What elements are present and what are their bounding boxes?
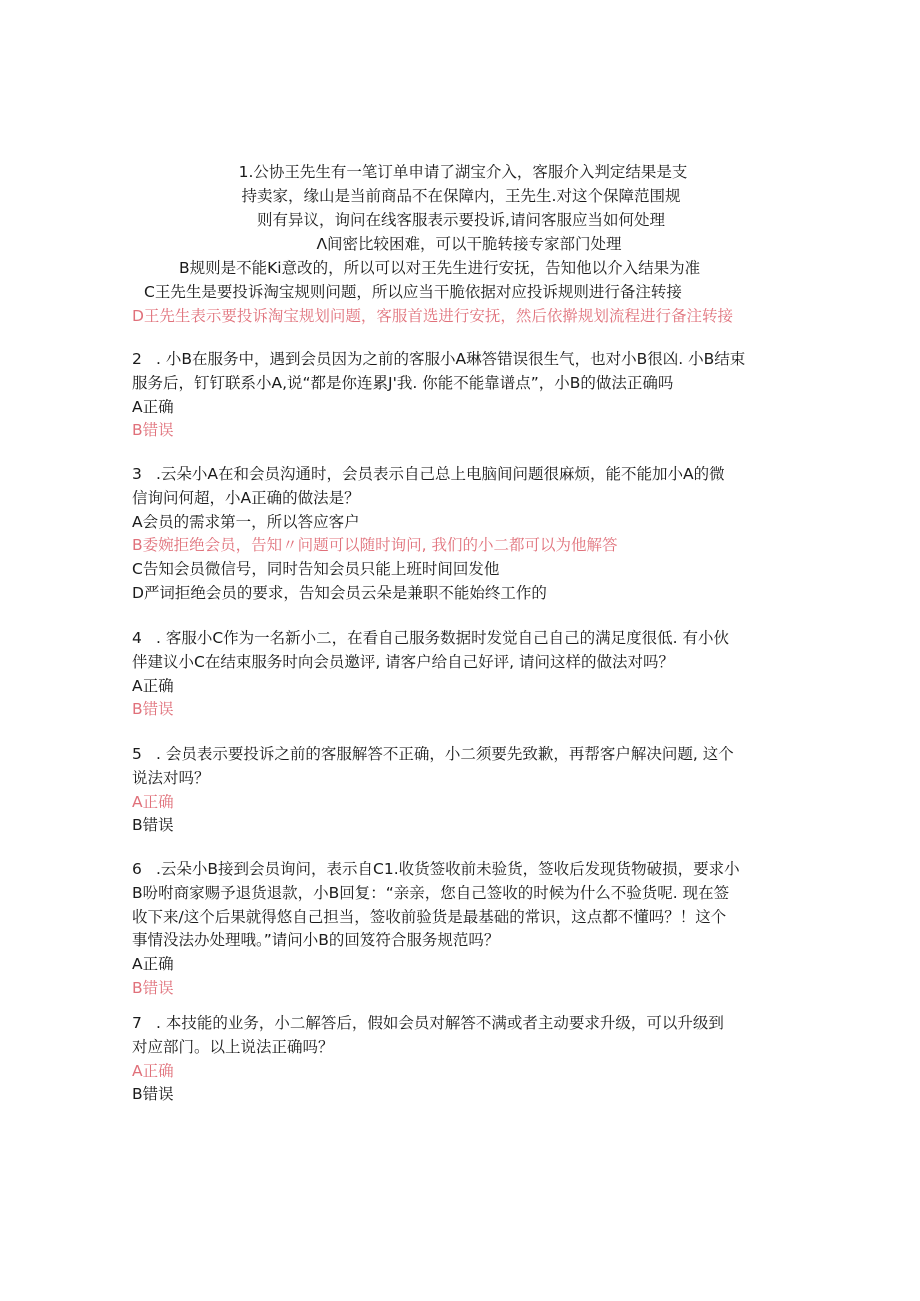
question-4-option-a: A正确 [132,676,174,695]
question-2-line-1 [132,348,812,372]
question-4 [132,627,812,722]
question-2-number: 2 [132,350,142,368]
question-6-text-1: .云朵小B接到会员询问，表示自C1.收货签收前未验货，签收后发现货物破损，要求小 [156,860,740,878]
question-5-number: 5 [132,745,142,763]
question-5-text-1: . 会员表示要投诉之前的客服解答不正确，小二须要先致歉，再帮客户解决问题, 这个 [156,745,734,763]
question-7-line-2: 对应部门。以上说法正确吗？ [132,1037,334,1056]
question-2 [132,348,812,443]
question-7-text-1: . 本技能的业务，小二解答后，假如会员对解答不满或者主动要求升级，可以升级到 [156,1014,724,1032]
question-3-option-d: D严词拒绝会员的要求，告知会员云朵是兼职不能始终工作的 [132,583,547,602]
question-4-text-1: . 客服小C作为一名新小二，在看自己服务数据时发觉自己自己的满足度很低. 有小伙 [156,629,730,647]
question-2-option-b: B错误 [132,421,174,440]
question-2-text-1: . 小B在服务中，遇到会员因为之前的客服小A琳答错误很生气，也对小B很凶. 小B结束 [156,350,746,368]
question-3-option-a: A会员的需求第一，所以答应客户 [132,512,360,531]
question-1-option-d: D王先生表示要投诉淘宝规划问题，客服首选进行安抚，然后依擀规划流程进行备注转接 [132,307,733,325]
question-4-option-b: B错误 [132,700,174,719]
question-6-line-1 [132,858,812,882]
question-3-number: 3 [132,465,142,483]
question-3-line-2: 信询问何超，小A正确的做法是？ [132,488,360,507]
question-1-option-b: B规则是不能Ki意改的，所以可以对王先生进行安抚，告知他以介入结果为准 [179,259,701,277]
question-7-number: 7 [132,1014,142,1032]
question-4-line-2: 伴建议小C在结束服务时向会员邀评, 请客户给自己好评, 请问这样的做法对吗？ [132,652,675,671]
question-6-line-2: B吩咐商家赐予退货退款，小B回复：“亲亲，您自己签收的时候为什么不验货呢. 现在签 [132,883,730,902]
question-6-option-b: B错误 [132,978,174,997]
question-7 [132,1012,812,1107]
question-5-option-a: A正确 [132,792,174,811]
question-3-option-b: B委婉拒绝会员，告知〃问题可以随时询问, 我们的小二都可以为他解答 [132,536,618,555]
question-3-line-1 [132,463,812,487]
question-1-line-2: 持卖家，缘山是当前商品不在保障内，王先生.对这个保障范围规 [241,187,681,205]
question-6-line-3: 收下来/这个后果就得悠自己担当，签收前验货是最基础的常识，这点都不懂吗？！这个 [132,907,727,926]
question-5-line-2: 说法对吗？ [132,768,210,787]
question-4-number: 4 [132,629,142,647]
question-1-option-c: C王先生是要投诉淘宝规则问题，所以应当干脆依据对应投诉规则进行备注转接 [144,283,682,301]
question-6-number: 6 [132,860,142,878]
question-3-text-1: .云朵小A在和会员沟通时，会员表示自己总上电脑间问题很麻烦，能不能加小A的微 [156,465,725,483]
question-6-option-a: A正确 [132,955,174,974]
question-5 [132,743,812,838]
question-6 [132,858,812,1001]
question-1-option-a: Λ间密比较困难，可以干脆转接专家部门处理 [316,235,622,253]
question-6-line-4: 事情没法办处理哦。”请问小B的回笈符合服务规范吗？ [132,931,500,950]
question-7-line-1 [132,1012,812,1036]
question-3 [132,463,812,606]
question-1-line-1: 1.公协王先生有一笔订单申请了湖宝介入，客服介入判定结果是支 [238,163,688,181]
question-1-line-3: 则有异议，询问在线客服表示要投诉,请问客服应当如何处理 [257,211,665,229]
question-1 [0,160,920,328]
question-7-option-a: A正确 [132,1061,174,1080]
question-2-line-2: 服务后，钉钉联系小A,说“都是你连累J'我. 你能不能靠谱点”，小B的做法正确吗 [132,373,674,392]
question-7-option-b: B错误 [132,1085,174,1104]
question-5-line-1 [132,743,812,767]
question-5-option-b: B错误 [132,816,174,835]
question-4-line-1 [132,627,812,651]
question-2-option-a: A正确 [132,397,174,416]
question-3-option-c: C告知会员微信号，同时告知会员只能上班时间回发他 [132,560,500,579]
